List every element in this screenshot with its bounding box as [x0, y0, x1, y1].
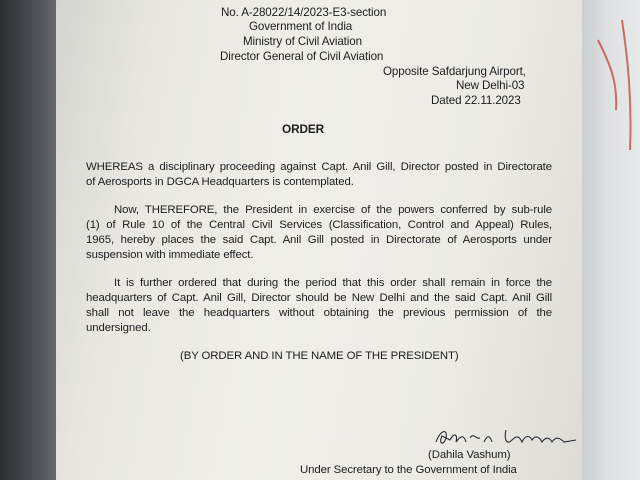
order-date: Dated 22.11.2023: [431, 94, 521, 107]
red-ink-mark: [578, 0, 640, 200]
paragraph-2-line-4: suspension with immediate effect.: [86, 249, 254, 261]
address-line-1: Opposite Safdarjung Airport,: [383, 65, 526, 78]
paragraph-3-line-3: shall not leave the headquarters without obtaining the previous permission of the: [86, 307, 552, 319]
ministry-name: Ministry of Civil Aviation: [243, 35, 362, 48]
paragraph-2-line-1: Now, THEREFORE, the President in exercise of the powers conferred by sub-rule: [114, 204, 552, 216]
government-name: Government of India: [249, 20, 353, 33]
handwritten-signature: [432, 424, 582, 450]
paragraph-1-line-1: WHEREAS a disciplinary proceeding against Capt. Anil Gill, Director posted in Directorate: [86, 161, 552, 173]
address-line-2: New Delhi-03: [456, 79, 525, 92]
signatory-name: (Dahila Vashum): [428, 449, 511, 461]
file-number: No. A-28022/14/2023-E3-section: [221, 6, 387, 19]
authority-line: (BY ORDER AND IN THE NAME OF THE PRESIDENT): [180, 350, 459, 362]
paragraph-3-line-1: It is further ordered that during the period that this order shall remain in force the: [114, 277, 552, 289]
department-name: Director General of Civil Aviation: [220, 50, 384, 63]
paragraph-3-line-4: undersigned.: [86, 322, 151, 334]
paragraph-3-line-2: headquarters of Capt. Anil Gill, Director should be New Delhi and the said Capt. Anil Gill: [86, 292, 552, 304]
background-right: [578, 0, 640, 480]
order-title: ORDER: [282, 122, 325, 136]
order-document: [56, 0, 582, 480]
paragraph-2-line-3: 1965, hereby places the said Capt. Anil Gill posted in Directorate of Aerosports under: [86, 234, 552, 246]
signatory-designation: Under Secretary to the Government of India: [300, 464, 517, 476]
paragraph-2-line-2: (1) of Rule 10 of the Central Civil Services (Classification, Control and Appeal) Rules,: [86, 219, 552, 231]
background-left: [0, 0, 60, 480]
paragraph-1-line-2: of Aerosports in DGCA Headquarters is contemplated.: [86, 176, 354, 188]
